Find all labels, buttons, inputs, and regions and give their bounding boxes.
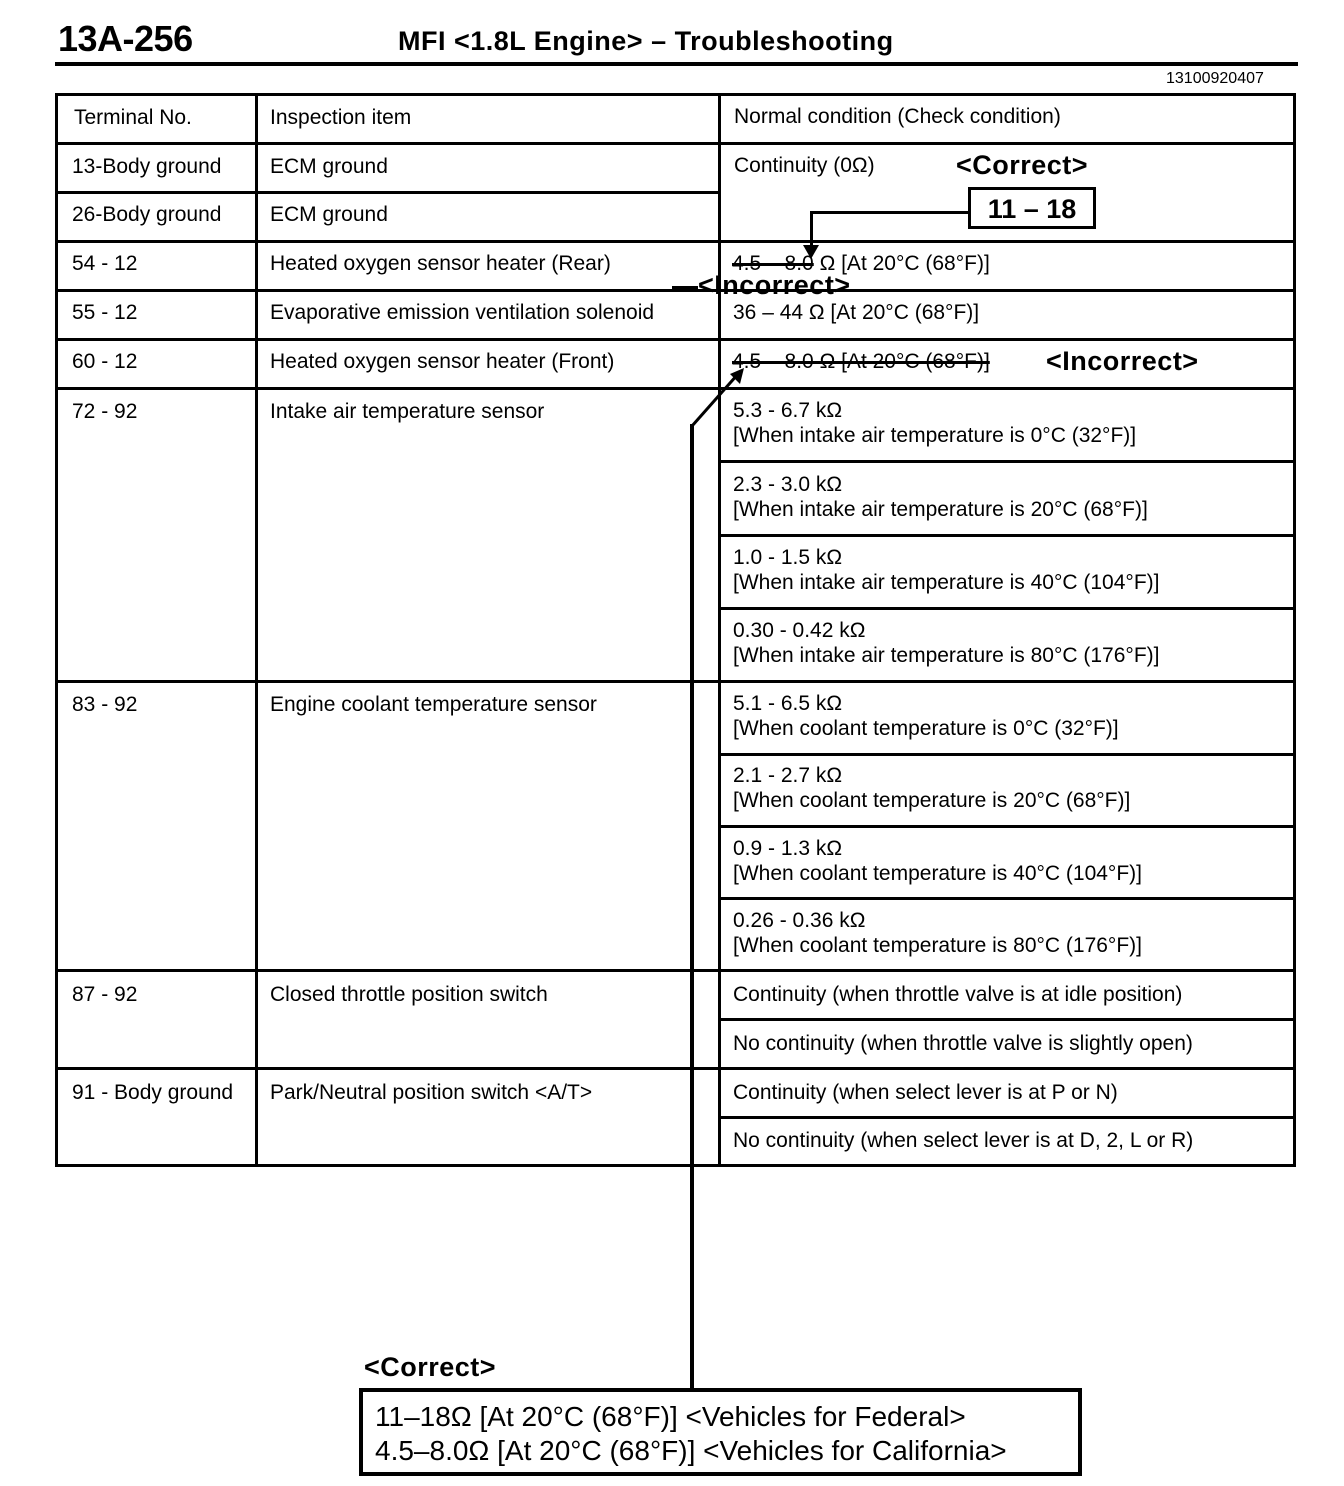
condition-cell: No continuity (when throttle valve is slightly open) (733, 1032, 1193, 1055)
terminal-cell: 55 - 12 (72, 301, 138, 324)
bottom-correct-label: <Correct> (364, 1352, 497, 1382)
col-divider-1 (255, 96, 258, 1164)
inspection-item-cell: Engine coolant temperature sensor (270, 693, 597, 716)
condition-note: [When coolant temperature is 0°C (32°F)] (733, 717, 1119, 740)
sub-row-divider (718, 825, 1293, 828)
header-divider (55, 62, 1298, 66)
condition-cell: Continuity (when throttle valve is at idle position) (733, 983, 1183, 1006)
condition-value: 5.1 - 6.5 kΩ (733, 692, 843, 715)
condition-value: 0.26 - 0.36 kΩ (733, 909, 866, 932)
arrow-head-icon (803, 245, 819, 259)
condition-rest: Ω [At 20°C (68°F)] (813, 252, 990, 275)
condition-note: [When coolant temperature is 20°C (68°F)] (733, 789, 1131, 812)
correction-value-box: 11 – 18 (968, 187, 1096, 229)
condition-value: 2.3 - 3.0 kΩ (733, 473, 843, 496)
callout-line (810, 211, 813, 247)
condition-value: 2.1 - 2.7 kΩ (733, 764, 843, 787)
page-title: MFI <1.8L Engine> – Troubleshooting (398, 26, 894, 56)
condition-cell (733, 691, 1119, 741)
row-divider (58, 338, 1293, 341)
sub-row-divider (718, 607, 1293, 610)
condition-note: [When intake air temperature is 0°C (32°F)] (733, 424, 1137, 447)
condition-cell (733, 836, 1142, 886)
terminal-cell: 13-Body ground (72, 155, 222, 178)
condition-note: [When coolant temperature is 80°C (176°F)] (733, 934, 1142, 957)
condition-note: [When intake air temperature is 40°C (104°F)] (733, 571, 1160, 594)
page-number: 13A-256 (58, 18, 193, 59)
callout-line (672, 286, 698, 289)
callout-diagonal (688, 366, 748, 428)
correction-line: 11–18Ω [At 20°C (68°F)] <Vehicles for Federal> (375, 1401, 966, 1432)
struck-value: 4.5 – 8.0 (732, 252, 814, 275)
condition-cell-struck: 4.5 – 8.0 Ω [At 20°C (68°F)] (732, 350, 990, 373)
document-id: 13100920407 (1166, 70, 1264, 87)
condition-cell (733, 618, 1159, 668)
condition-cell: Continuity (when select lever is at P or N) (733, 1081, 1118, 1104)
terminal-cell: 54 - 12 (72, 252, 138, 275)
sub-row-divider (718, 1018, 1293, 1021)
row-divider (58, 240, 1293, 243)
inspection-item-cell: Heated oxygen sensor heater (Rear) (270, 252, 611, 275)
sub-row-divider (718, 1116, 1293, 1119)
column-header-inspection-item: Inspection item (270, 106, 412, 129)
condition-value: 0.30 - 0.42 kΩ (733, 619, 866, 642)
incorrect-label: <Incorrect> (698, 270, 851, 300)
row-divider (58, 680, 1293, 683)
row-divider (58, 387, 1293, 390)
condition-note: [When coolant temperature is 40°C (104°F)] (733, 862, 1142, 885)
col-divider-2 (718, 96, 721, 1164)
terminal-cell: 91 - Body ground (72, 1081, 234, 1104)
terminal-cell: 87 - 92 (72, 983, 138, 1006)
row-divider (58, 969, 1293, 972)
inspection-item-cell: Closed throttle position switch (270, 983, 548, 1006)
sub-row-divider (718, 753, 1293, 756)
callout-line (810, 211, 970, 214)
callout-line (690, 424, 694, 1390)
condition-cell (733, 545, 1159, 595)
sub-row-divider (718, 534, 1293, 537)
condition-value: 5.3 - 6.7 kΩ (733, 399, 843, 422)
row-divider (58, 289, 1293, 292)
correct-label: <Correct> (956, 150, 1089, 180)
condition-cell (733, 472, 1148, 522)
condition-cell (733, 398, 1136, 448)
row-divider (58, 191, 721, 194)
inspection-item-cell: Park/Neutral position switch <A/T> (270, 1081, 593, 1104)
condition-cell (733, 763, 1130, 813)
terminal-cell: 72 - 92 (72, 400, 138, 423)
inspection-item-cell: Evaporative emission ventilation solenoid (270, 301, 655, 324)
condition-note: [When intake air temperature is 20°C (68°F)] (733, 498, 1148, 521)
terminal-cell: 26-Body ground (72, 203, 222, 226)
incorrect-label: <Incorrect> (1046, 346, 1199, 376)
condition-value: 0.9 - 1.3 kΩ (733, 837, 843, 860)
condition-cell: No continuity (when select lever is at D, 2, L or R) (733, 1129, 1194, 1152)
correction-note-box (359, 1388, 1082, 1476)
column-header-terminal: Terminal No. (74, 106, 192, 129)
column-header-normal-condition: Normal condition (Check condition) (734, 105, 1061, 128)
sub-row-divider (718, 897, 1293, 900)
row-divider (58, 1067, 1293, 1070)
terminal-cell: 60 - 12 (72, 350, 138, 373)
inspection-item-cell: ECM ground (270, 155, 388, 178)
condition-cell: 36 – 44 Ω [At 20°C (68°F)] (733, 301, 980, 324)
condition-value: 1.0 - 1.5 kΩ (733, 546, 843, 569)
row-divider (58, 142, 1293, 145)
inspection-item-cell: Heated oxygen sensor heater (Front) (270, 350, 615, 373)
correction-line: 4.5–8.0Ω [At 20°C (68°F)] <Vehicles for California> (375, 1435, 1007, 1466)
condition-cell (733, 908, 1142, 958)
condition-cell: Continuity (0Ω) (734, 154, 875, 177)
inspection-item-cell: ECM ground (270, 203, 388, 226)
inspection-item-cell: Intake air temperature sensor (270, 400, 545, 423)
terminal-cell: 83 - 92 (72, 693, 138, 716)
condition-note: [When intake air temperature is 80°C (176°F)] (733, 644, 1160, 667)
sub-row-divider (718, 460, 1293, 463)
